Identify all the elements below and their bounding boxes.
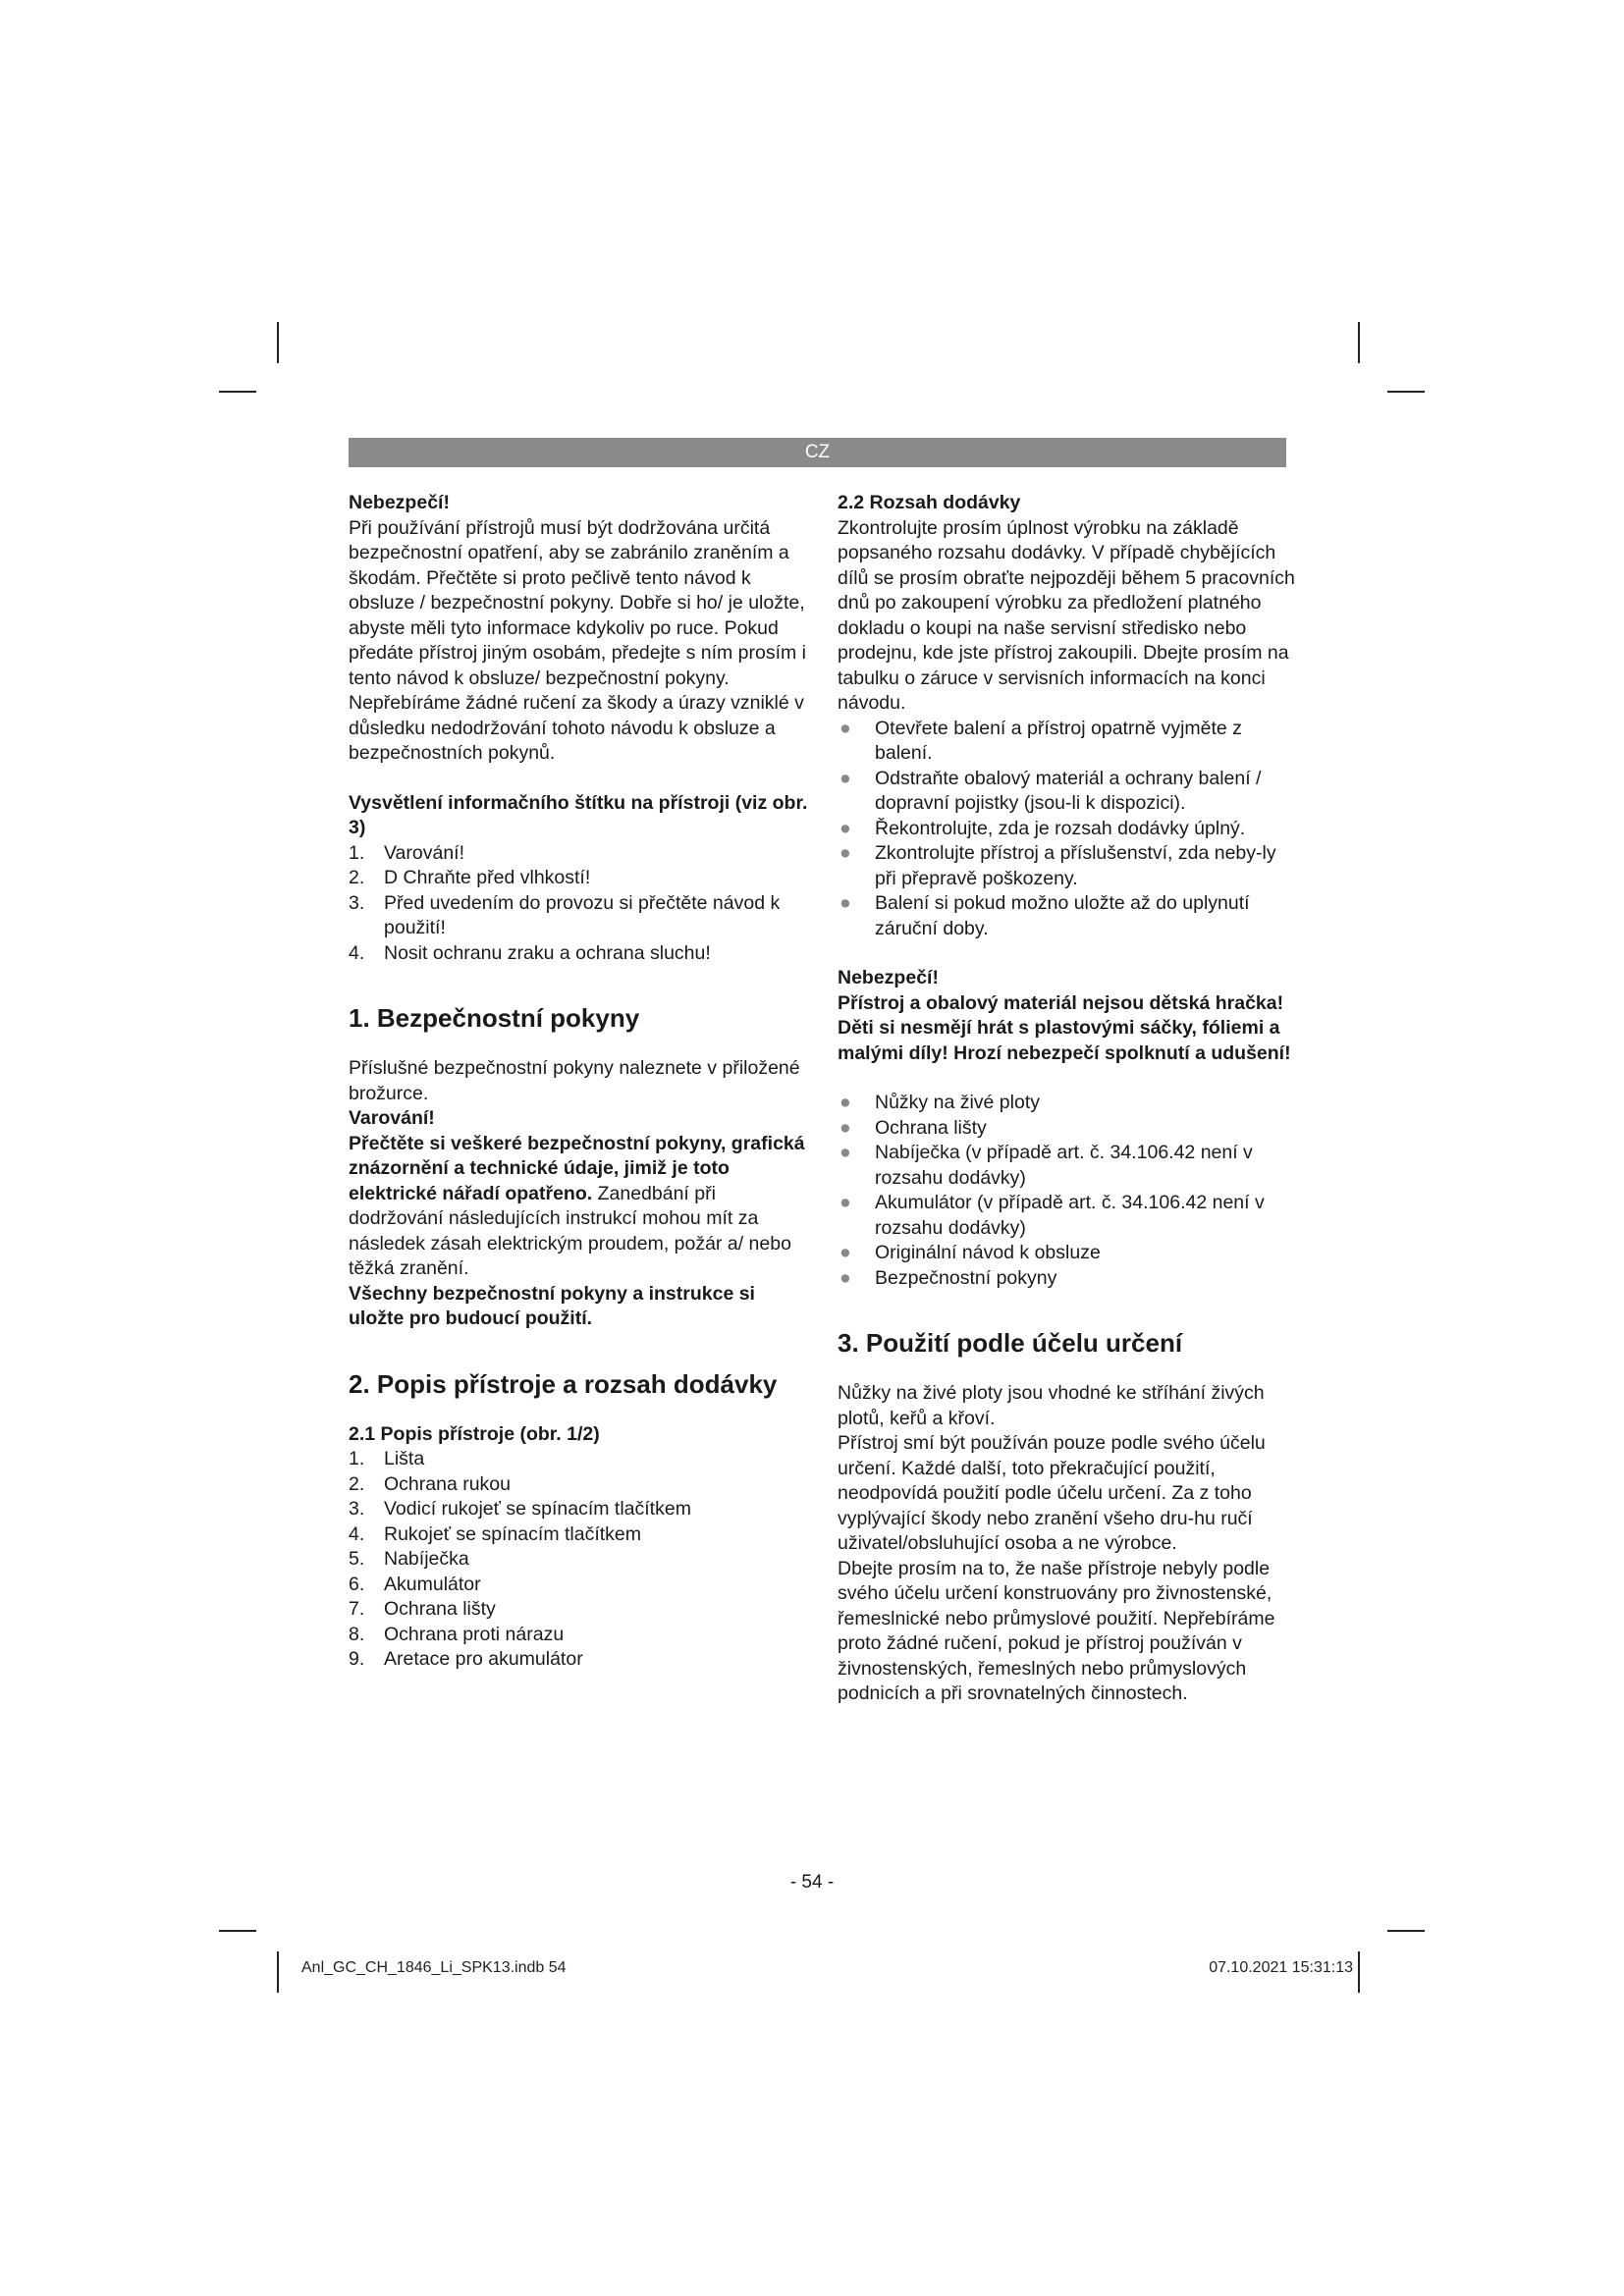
right-column: [838, 491, 1301, 1707]
section-3-heading: 3. Použití podle účelu určení: [838, 1328, 1183, 1358]
section-1-intro: Příslušné bezpečnostní pokyny naleznete v přiložené brožurce.: [349, 1057, 800, 1104]
delivery-text: Zkontrolujte prosím úplnost výrobku na základě popsaného rozsahu dodávky. V případě chybějících dílů se prosím obraťte nejpozději během 5 pracovních dnů po zakoupení výrobku za předložení platného dokladu o koupi na naše servisní středisko nebo prodejnu, kde jste přístroj zakoupili. Dbejte prosím na tabulku o záruce v servisních informacích na konci návodu.: [838, 516, 1295, 714]
list-item: 1. Varování!: [349, 841, 465, 864]
list-item: 3. Před uvedením do provozu si přečtěte návod k použití!: [349, 891, 781, 938]
list-item: ● Balení si pokud možno uložte až do uplynutí záruční doby.: [839, 892, 1250, 939]
warning-text: Přečtěte si veškeré bezpečnostní pokyny, grafická znázornění a technické údaje, jimiž je toto elektrické nářadí opatřeno. Zanedbání při dodržování následujících instrukcí mohou mít za následek zásah elektrickým proudem, požár a/ nebo těžká zranění.: [349, 1132, 805, 1279]
section-3-paragraph: Nůžky na živé ploty jsou vhodné ke stříhání živých plotů, keřů a křoví.: [838, 1382, 1265, 1429]
section-3-paragraph: Dbejte prosím na to, že naše přístroje nebyly podle svého účelu určení konstruovány pro živnostenské, řemeslnické nebo průmyslové použití. Nepřebíráme proto žádné ručení, pokud je přístroj používán v živnostenských, řemeslných nebo průmyslových podnicích a při srovnatelných činnostech.: [838, 1557, 1275, 1704]
section-2-2-heading: 2.2 Rozsah dodávky: [838, 492, 1021, 513]
danger-title: Nebezpečí!: [349, 492, 450, 513]
crop-mark: [1387, 1930, 1425, 1932]
list-item: 9. Aretace pro akumulátor: [349, 1648, 583, 1670]
label-title: Vysvětlení informačního štítku na přístroji (viz obr. 3): [349, 791, 808, 838]
list-item: ● Otevřete balení a přístroj opatrně vyjměte z balení.: [839, 717, 1242, 764]
file-info: Anl_GC_CH_1846_Li_SPK13.indb 54: [301, 1959, 567, 1976]
crop-mark: [1358, 1951, 1360, 1993]
list-item: 2. D Chraňte před vlhkostí!: [349, 867, 591, 888]
list-item: 8. Ochrana proti nárazu: [349, 1623, 565, 1645]
list-item: ● Bezpečnostní pokyny: [839, 1266, 1057, 1289]
list-item: 6. Akumulátor: [349, 1573, 481, 1595]
page-number: - 54 -: [789, 1872, 835, 1893]
list-item: 4. Nosit ochranu zraku a ochrana sluchu!: [349, 941, 711, 964]
section-1-body: [349, 1056, 812, 1332]
list-item: 4. Rukojeť se spínacím tlačítkem: [349, 1522, 641, 1545]
danger-text: Při používání přístrojů musí být dodržována určitá bezpečnostní opatření, aby se zabránilo zraněním a škodám. Přečtěte si proto pečlivě tento návod k obsluze / bezpečnostní pokyny. Dobře si ho/ je uložte, abyste měli tyto informace kdykoliv po ruce. Pokud předáte přístroj jiným osobám, předejte s ním prosím i tento návod k obsluze/ bezpečnostní pokyny. Nepřebíráme žádné ručení za škody a úrazy vzniklé v důsledku nedodržování tohoto návodu k obsluze a bezpečnostních pokynů.: [349, 516, 807, 764]
list-item: ● Ochrana lišty: [839, 1116, 987, 1139]
language-code: CZ: [804, 442, 831, 462]
section-3-paragraph: Přístroj smí být používán pouze podle svého účelu určení. Každé další, toto překračující použití, neodpovídá použití podle účelu určení. Za z toho vyplývající škody nebo zranění všeho dru-hu ručí uživatel/obsluhující osoba a ne výrobce.: [838, 1432, 1266, 1554]
print-timestamp: 07.10.2021 15:31:13: [1209, 1959, 1353, 1976]
danger-text: Přístroj a obalový materiál nejsou dětská hračka! Děti si nesmějí hrát s plastovými sáčky, fóliemi a malými díly! Hrozí nebezpečí spolknutí a udušení!: [838, 991, 1291, 1064]
contents-list: [838, 1091, 1301, 1291]
label-explanation: [349, 791, 812, 967]
crop-mark: [219, 1930, 256, 1932]
crop-mark: [1358, 322, 1360, 363]
left-column: [349, 491, 812, 1673]
list-item: 3. Vodicí rukojeť se spínacím tlačítkem: [349, 1498, 691, 1520]
crop-mark: [277, 322, 279, 363]
list-item: 7. Ochrana lišty: [349, 1598, 496, 1620]
warning-title: Varování!: [349, 1107, 435, 1129]
list-item: ● Řekontrolujte, zda je rozsah dodávky úplný.: [839, 817, 1246, 839]
crop-mark: [1387, 391, 1425, 393]
section-2-1-heading: 2.1 Popis přístroje (obr. 1/2): [349, 1422, 600, 1445]
list-item: 2. Ochrana rukou: [349, 1472, 511, 1495]
danger-notice: [349, 491, 812, 767]
delivery-scope: [838, 491, 1301, 941]
list-item: 5. Nabíječka: [349, 1548, 469, 1570]
list-item: ● Odstraňte obalový materiál a ochrany balení / dopravní pojistky (jsou-li k dispozici).: [839, 767, 1262, 814]
crop-mark: [277, 1951, 279, 1993]
list-item: ● Nabíječka (v případě art. č. 34.106.42 není v rozsahu dodávky): [839, 1142, 1253, 1189]
language-bar: [349, 438, 1286, 467]
list-item: ● Zkontrolujte přístroj a příslušenství, zda neby-ly při přepravě poškozeny.: [839, 842, 1276, 889]
danger-title: Nebezpečí!: [838, 967, 939, 988]
unpacking-list: [838, 717, 1301, 942]
keep-instructions: Všechny bezpečnostní pokyny a instrukce si uložte pro budoucí použití.: [349, 1282, 755, 1329]
section-1-heading: 1. Bezpečnostní pokyny: [349, 1003, 640, 1033]
label-list: [349, 841, 812, 967]
list-item: 1. Lišta: [349, 1448, 425, 1469]
danger-notice: [838, 966, 1301, 1066]
section-2-heading: 2. Popis přístroje a rozsah dodávky: [349, 1368, 778, 1399]
crop-mark: [219, 391, 256, 393]
list-item: ● Nůžky na živé ploty: [839, 1092, 1040, 1113]
list-item: ● Originální návod k obsluze: [839, 1242, 1101, 1263]
list-item: ● Akumulátor (v případě art. č. 34.106.42 není v rozsahu dodávky): [839, 1192, 1265, 1239]
parts-list: [349, 1447, 812, 1673]
